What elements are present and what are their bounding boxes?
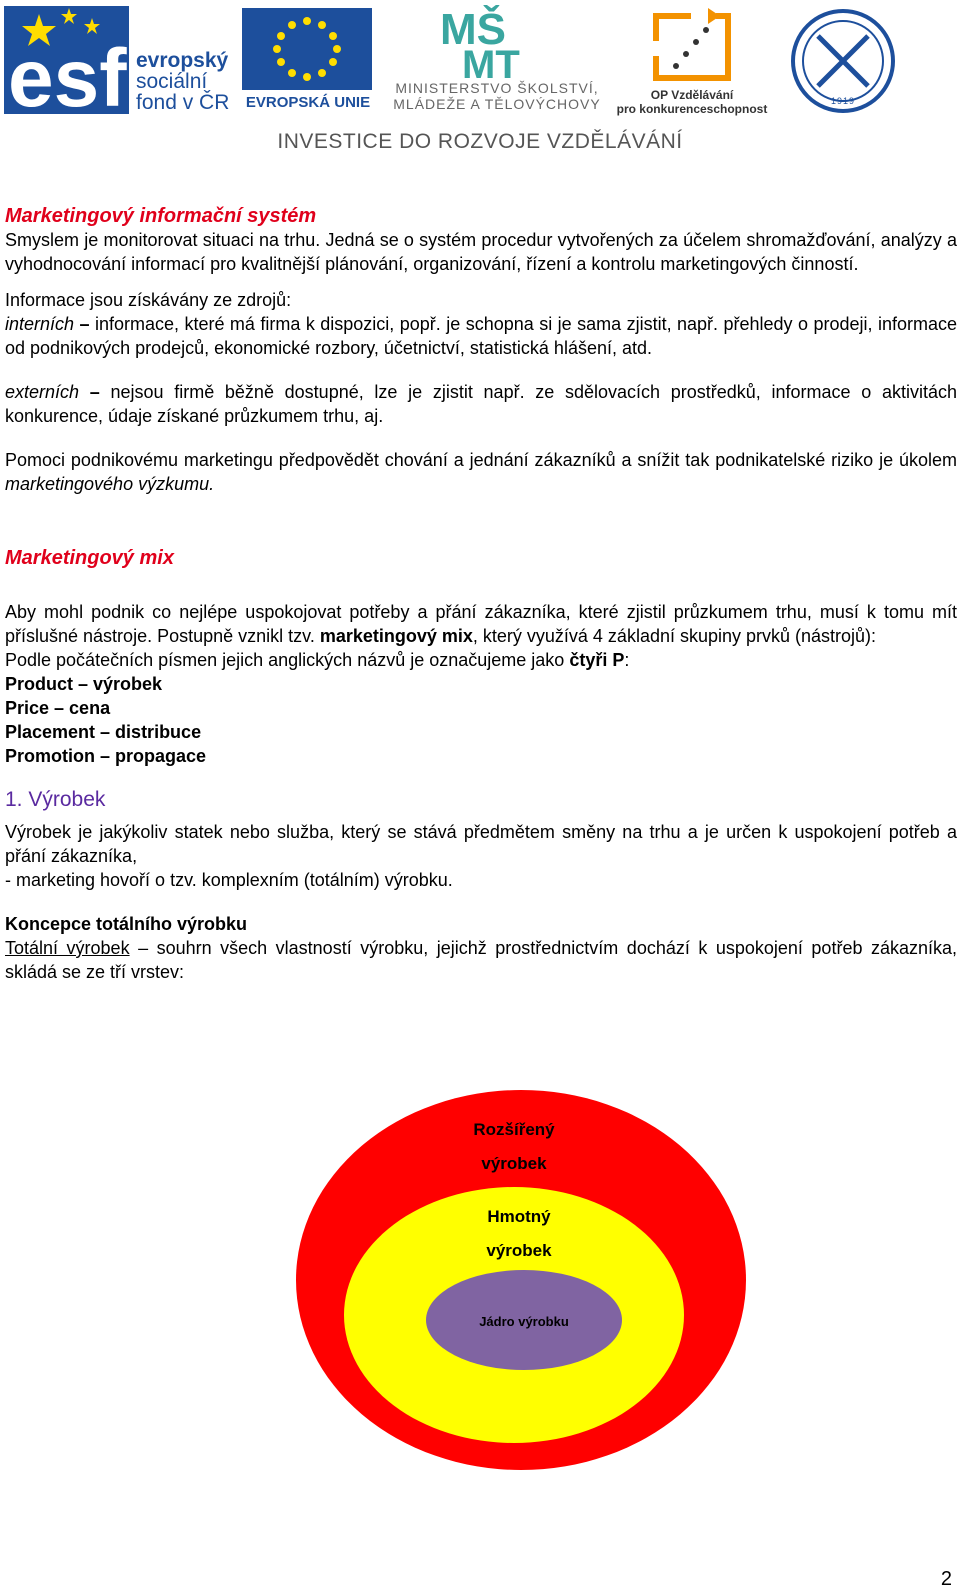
term-research: marketingového výzkumu.: [5, 474, 215, 494]
list-item-product: Product – výrobek: [5, 674, 163, 694]
section-title-product: 1. Výrobek: [5, 788, 106, 811]
product-layers-diagram: [296, 1090, 766, 1480]
svg-text:esf: esf: [8, 33, 127, 116]
text-4p-a: Podle počátečních písmen jejich anglických názvů je označujeme jako: [5, 650, 570, 670]
msmt-text-line1: MINISTERSTVO ŠKOLSTVÍ,: [395, 80, 599, 96]
eu-label: EVROPSKÁ UNIE: [245, 94, 371, 111]
eu-flag-logo: [242, 8, 372, 90]
paragraph-mix-intro: [5, 600, 957, 648]
logo-bar: [0, 0, 960, 160]
term-total-product: Totální výrobek: [5, 938, 130, 958]
section-title-mis: Marketingový informační systém: [5, 205, 317, 227]
text-4p-b: :: [624, 650, 630, 670]
paragraph-four-p: [5, 648, 957, 672]
subtitle-total-product: Koncepce totálního výrobku: [5, 914, 248, 934]
document-body: [5, 204, 957, 984]
section-title-mix: Marketingový mix: [5, 547, 174, 569]
paragraph-product-note: - marketing hovoří o tzv. komplexním (totálním) výrobku.: [5, 870, 453, 890]
text-total-product: – souhrn všech vlastností výrobku, jejichž prostřednictvím dochází k uspokojení potřeb zákazníka, skládá se ze tří vrstev:: [5, 938, 958, 982]
outer-layer-label-1: Rozšířený: [473, 1120, 555, 1139]
outer-layer-label-2: výrobek: [481, 1154, 547, 1173]
inner-layer-label: Jádro výrobku: [479, 1314, 569, 1329]
paragraph-internal-sources: [5, 312, 957, 360]
msmt-text-line2: MLÁDEŽE A TĚLOVÝCHOVY: [393, 96, 601, 112]
paragraph-external-sources: [5, 380, 957, 428]
term-four-p: čtyři P: [569, 650, 625, 670]
paragraph-sources-intro: Informace jsou získávány ze zdrojů:: [5, 290, 292, 310]
paragraph-total-product: [5, 936, 957, 984]
paragraph-marketing-research: [5, 448, 957, 496]
paragraph-product-definition: Výrobek je jakýkoliv statek nebo služba, který se stává předmětem směny na trhu a je určen k uspokojení potřeb a přání zákazníka,: [5, 822, 957, 866]
list-item-price: Price – cena: [5, 698, 111, 718]
term-external: externích: [5, 382, 80, 402]
list-item-promotion: Promotion – propagace: [5, 746, 207, 766]
op-logo: [646, 6, 736, 86]
text-mix-a: Aby mohl podnik co nejlépe uspokojovat potřeby a přání zákazníka, které zjistil průzkumem trhu, musí k tomu mít příslušné nástroje. Postupně vznikl tzv.: [5, 602, 957, 646]
msmt-logo: [440, 4, 560, 80]
svg-text:MT: MT: [462, 43, 520, 80]
esf-text-line1: evropský: [136, 49, 229, 72]
page-number: 2: [940, 1568, 952, 1590]
term-mix: marketingový mix: [319, 626, 473, 646]
investice-slogan: INVESTICE DO ROZVOJE VZDĚLÁVÁNÍ: [277, 130, 683, 153]
list-item-placement: Placement – distribuce: [5, 722, 202, 742]
op-text-line2: pro konkurenceschopnost: [616, 102, 768, 116]
term-internal: interních: [5, 314, 75, 334]
dash-external: –: [89, 382, 100, 402]
dash-internal: –: [79, 314, 90, 334]
text-external: nejsou firmě běžně dostupné, lze je zjistit např. ze sdělovacích prostředků, informace o aktivitách konkurence, údaje získané průzkumem trhu, aj.: [5, 382, 957, 426]
paragraph-mis-purpose: Smyslem je monitorovat situaci na trhu. Jedná se o systém procedur vytvořených za účelem shromažďování, analýzy a vyhodnocování informací pro kvalitnější plánování, organizování, řízení a kontrolu marketingových činností.: [5, 230, 957, 274]
text-internal: informace, které má firma k dispozici, popř. je schopna si je sama zjistit, např. přehledy o prodeji, informace od podnikových prodejců, ekonomické rozbory, účetnictví, statistická hlášení, atd.: [5, 314, 957, 358]
text-research: Pomoci podnikovému marketingu předpovědět chování a jednání zákazníků a snížit tak podnikatelské riziko je úkolem: [5, 450, 957, 470]
text-mix-b: , který využívá 4 základní skupiny prvků (nástrojů):: [472, 626, 877, 646]
middle-layer-label-1: Hmotný: [487, 1207, 551, 1226]
op-text-line1: OP Vzdělávání: [650, 88, 734, 102]
esf-text-line3: fond v ČR: [136, 91, 230, 114]
svg-text:MŠ: MŠ: [440, 5, 506, 54]
middle-layer-label-2: výrobek: [486, 1241, 552, 1260]
esf-text-line2: sociální: [136, 70, 208, 93]
seal-year: 1919: [830, 96, 856, 106]
